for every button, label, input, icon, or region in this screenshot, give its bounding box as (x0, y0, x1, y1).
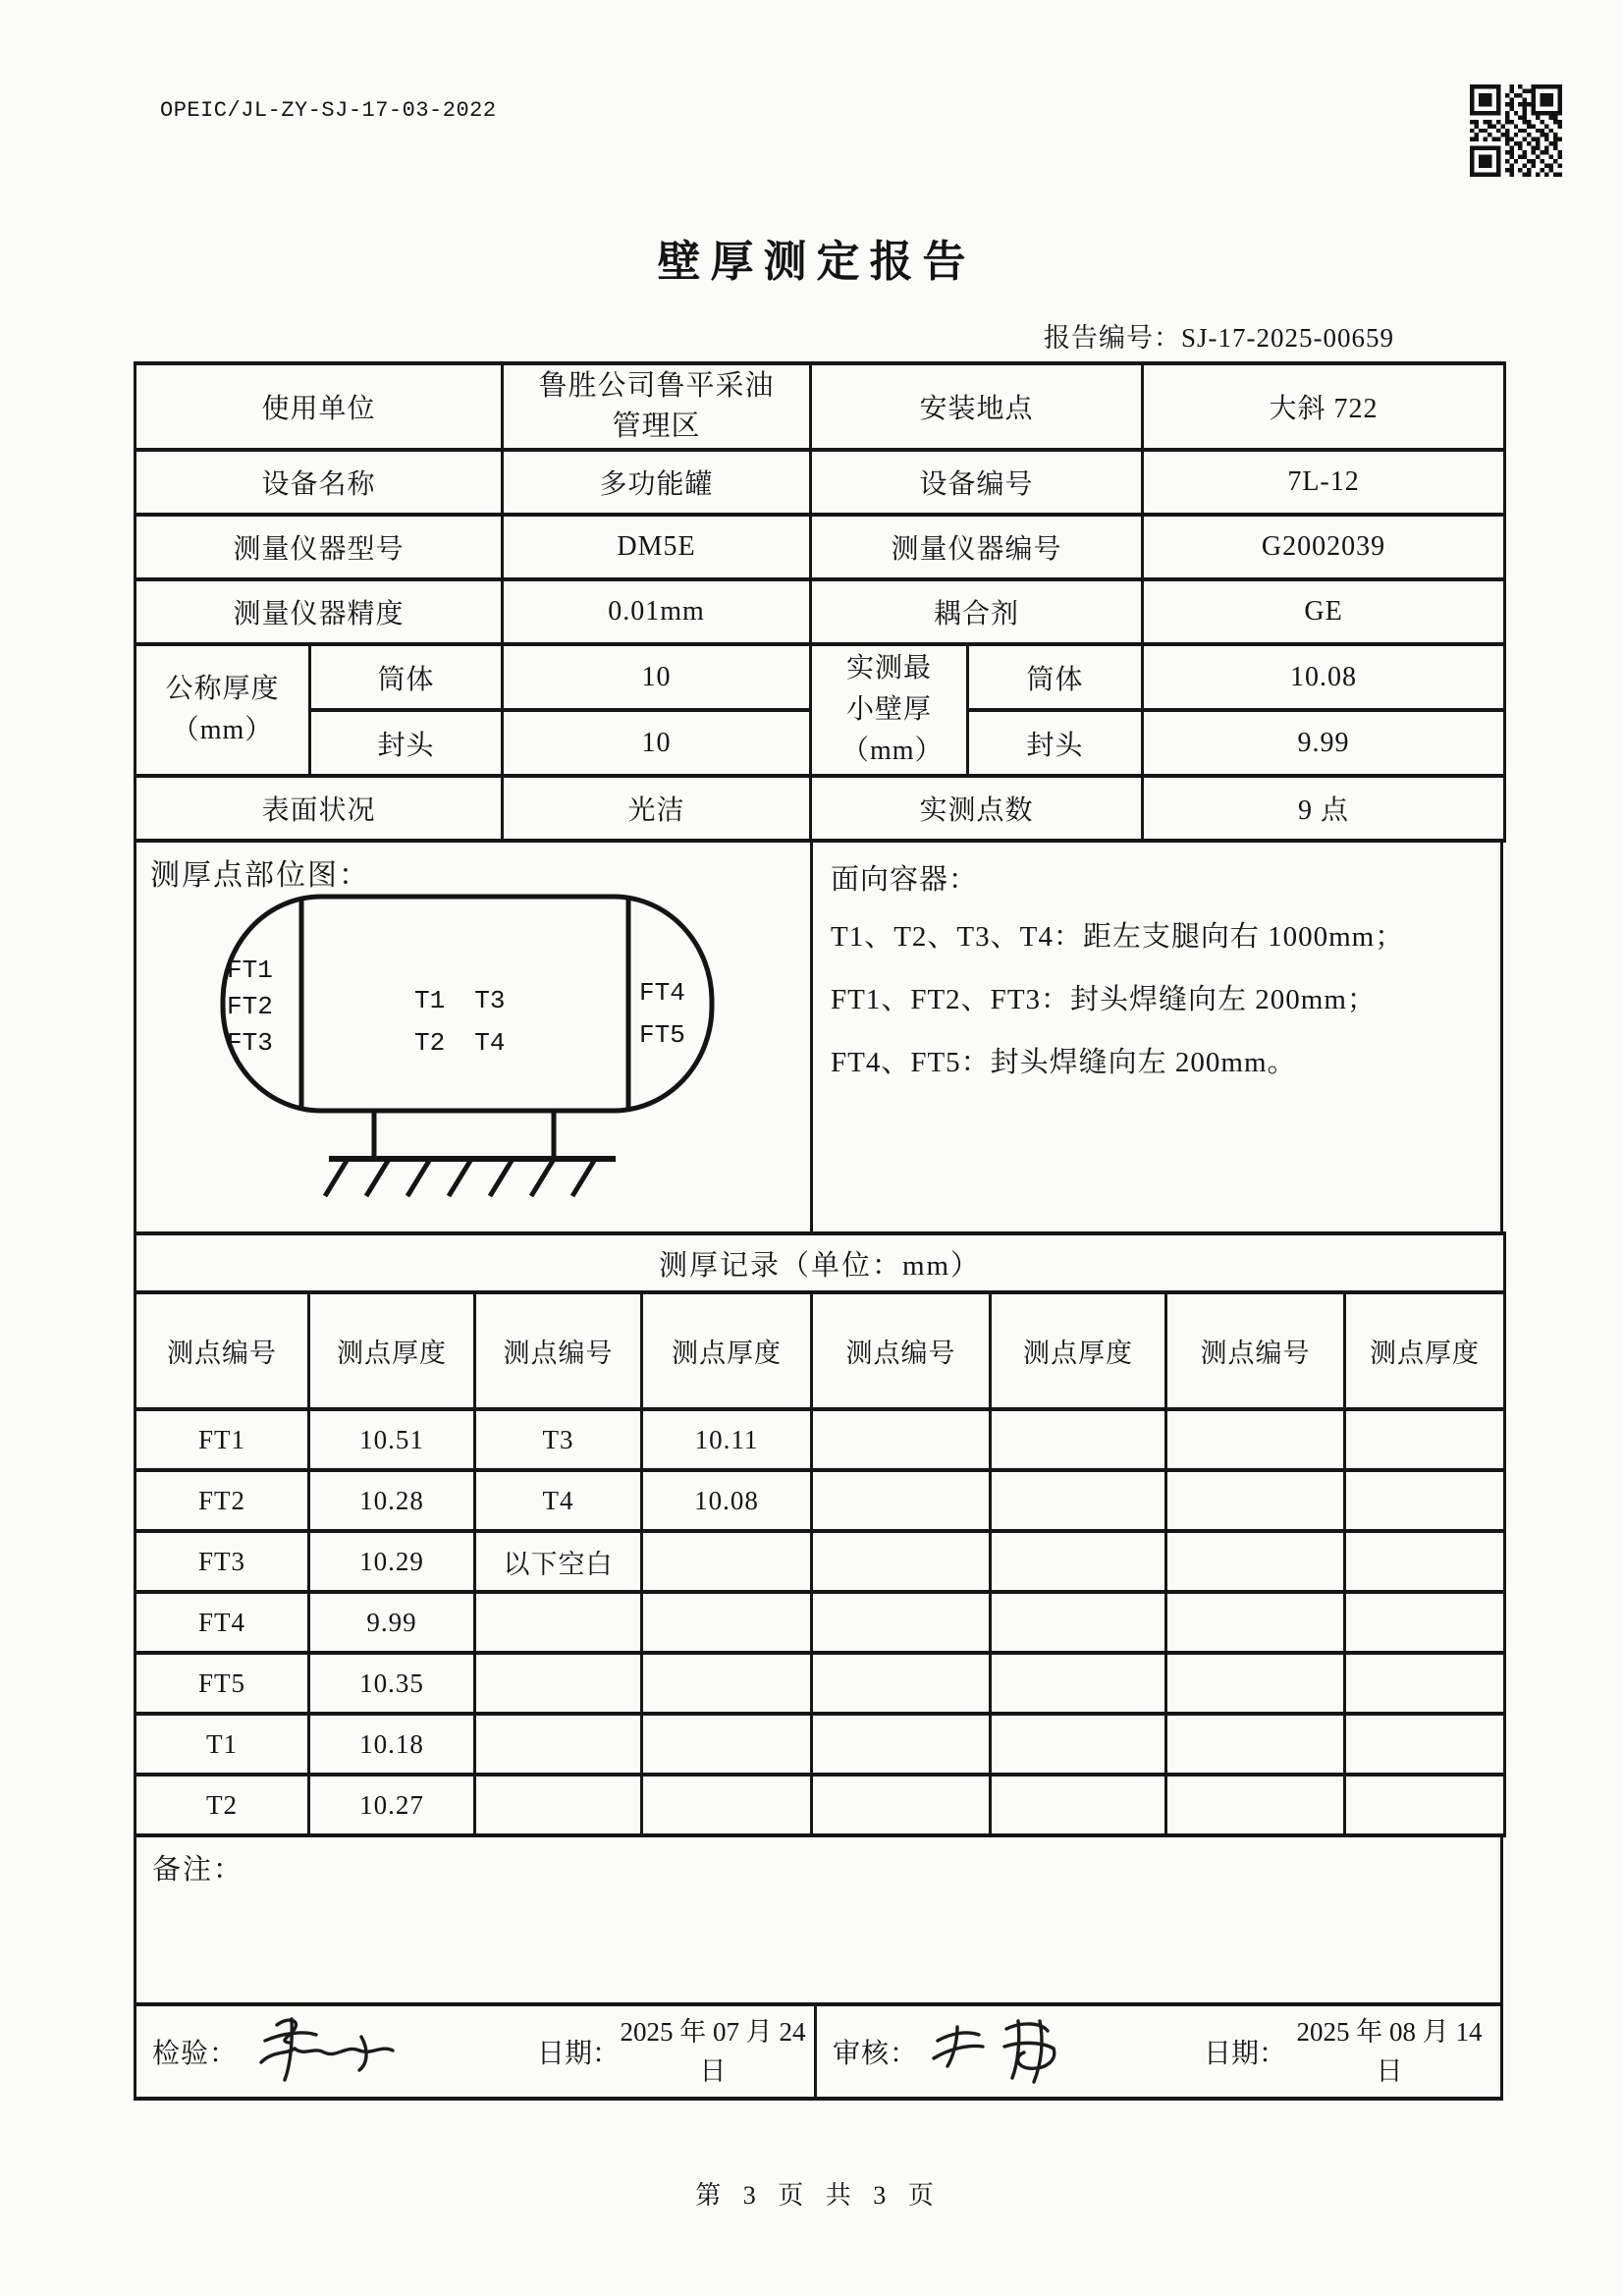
record-cell: FT3 (135, 1531, 309, 1592)
record-col-header: 测点厚度 (991, 1292, 1166, 1409)
record-cell: 9.99 (309, 1592, 475, 1653)
info-value: 7L-12 (1143, 450, 1505, 515)
info-value: G2002039 (1143, 515, 1505, 579)
record-cell (1345, 1531, 1505, 1592)
nominal-shell-value: 10 (503, 644, 811, 710)
record-cell (991, 1775, 1166, 1835)
record-cell (1345, 1409, 1505, 1470)
orientation-title: 面向容器： (831, 864, 979, 896)
record-title: 测厚记录（单位：mm） (135, 1233, 1505, 1292)
info-label: 测量仪器型号 (135, 515, 503, 579)
record-cell (1166, 1653, 1345, 1714)
orientation-line: FT4、FT5：封头焊缝向左 200mm。 (831, 1047, 1297, 1078)
point-label: T3 (474, 986, 506, 1015)
reviewer-signoff (814, 2002, 1503, 2101)
record-cell: FT5 (135, 1653, 309, 1714)
record-table (134, 1231, 1506, 1837)
record-cell (1166, 1775, 1345, 1835)
record-cell (991, 1409, 1166, 1470)
record-col-header: 测点编号 (1166, 1292, 1345, 1409)
point-label: FT1 (227, 956, 273, 985)
info-value: DM5E (503, 515, 811, 579)
measured-head-value: 9.99 (1143, 710, 1505, 776)
record-cell (1345, 1653, 1505, 1714)
record-cell: FT4 (135, 1592, 309, 1653)
point-label: T2 (414, 1028, 446, 1058)
record-cell (1345, 1714, 1505, 1775)
record-cell (991, 1653, 1166, 1714)
surface-value: 光洁 (503, 776, 811, 841)
info-table (134, 361, 1506, 843)
info-label: 耦合剂 (811, 579, 1143, 644)
record-cell: 10.51 (309, 1409, 475, 1470)
record-cell (642, 1714, 812, 1775)
nominal-thickness-label: 公称厚度（mm） (135, 644, 310, 776)
record-cell: 10.11 (642, 1409, 812, 1470)
record-cell (812, 1470, 991, 1531)
thickness-point-diagram-cell (134, 839, 813, 1235)
measured-min-label: 实测最小壁厚（mm） (811, 644, 968, 776)
info-value: 鲁胜公司鲁平采油管理区 (503, 363, 811, 450)
info-label: 测量仪器编号 (811, 515, 1143, 579)
info-label: 测量仪器精度 (135, 579, 503, 644)
report-number-label: 报告编号： (1044, 323, 1181, 353)
record-cell: 10.35 (309, 1653, 475, 1714)
part-label: 筒体 (968, 644, 1143, 710)
record-cell: 10.29 (309, 1531, 475, 1592)
record-cell (475, 1714, 642, 1775)
record-cell (1166, 1470, 1345, 1531)
record-cell: T2 (135, 1775, 309, 1835)
reviewer-label: 审核： (833, 2039, 919, 2069)
record-row (135, 1592, 1505, 1653)
info-label: 使用单位 (135, 363, 503, 450)
record-cell (812, 1653, 991, 1714)
points-value: 9 点 (1143, 776, 1505, 841)
record-cell (642, 1592, 812, 1653)
orientation-line: T1、T2、T3、T4：距左支腿向右 1000mm； (831, 921, 1405, 953)
record-row (135, 1775, 1505, 1835)
record-cell (642, 1653, 812, 1714)
record-cell: FT2 (135, 1470, 309, 1531)
point-label: T4 (474, 1028, 506, 1058)
record-cell (1166, 1592, 1345, 1653)
record-cell: T3 (475, 1409, 642, 1470)
record-cell (991, 1470, 1166, 1531)
record-cell (812, 1592, 991, 1653)
record-cell (991, 1592, 1166, 1653)
diagram-row (134, 839, 1503, 1235)
record-cell (812, 1775, 991, 1835)
report-number-value: SJ-17-2025-00659 (1181, 323, 1394, 353)
record-cell (642, 1775, 812, 1835)
record-col-header: 测点厚度 (1345, 1292, 1505, 1409)
record-cell (991, 1714, 1166, 1775)
record-row (135, 1409, 1505, 1470)
part-label: 封头 (968, 710, 1143, 776)
orientation-line: FT1、FT2、FT3：封头焊缝向左 200mm； (831, 984, 1377, 1015)
record-row (135, 1653, 1505, 1714)
nominal-head-value: 10 (503, 710, 811, 776)
info-label: 安装地点 (811, 363, 1143, 450)
point-label: FT2 (227, 992, 273, 1021)
inspector-signature (243, 2007, 410, 2090)
info-label: 设备名称 (135, 450, 503, 515)
review-date: 2025 年 08 月 14 日 (1296, 2016, 1483, 2086)
info-value: 0.01mm (503, 579, 811, 644)
part-label: 筒体 (310, 644, 503, 710)
measured-shell-value: 10.08 (1143, 644, 1505, 710)
report-number (1044, 316, 1394, 355)
inspection-date-label: 日期： (536, 2039, 620, 2069)
inspector-signoff (134, 2002, 817, 2101)
info-value: 多功能罐 (503, 450, 811, 515)
record-cell (812, 1531, 991, 1592)
record-cell (1166, 1714, 1345, 1775)
record-cell (991, 1531, 1166, 1592)
report-sheet (134, 361, 1503, 2101)
record-row (135, 1714, 1505, 1775)
record-cell (1166, 1531, 1345, 1592)
record-cell (1166, 1409, 1345, 1470)
points-label: 实测点数 (811, 776, 1143, 841)
record-cell: FT1 (135, 1409, 309, 1470)
record-cell: 10.18 (309, 1714, 475, 1775)
document-code: OPEIC/JL-ZY-SJ-17-03-2022 (160, 98, 497, 123)
qr-code (1470, 84, 1562, 177)
inspector-label: 检验： (152, 2039, 239, 2069)
info-label: 设备编号 (811, 450, 1143, 515)
record-cell (812, 1714, 991, 1775)
reviewer-signature (924, 2007, 1091, 2090)
remarks-section (134, 1833, 1503, 2006)
signoff-row (134, 2002, 1503, 2101)
record-col-header: 测点编号 (812, 1292, 991, 1409)
record-row (135, 1531, 1505, 1592)
point-label: FT4 (639, 978, 685, 1008)
record-col-header: 测点厚度 (642, 1292, 812, 1409)
record-cell (475, 1653, 642, 1714)
review-date-label: 日期： (1203, 2039, 1286, 2069)
record-col-header: 测点编号 (475, 1292, 642, 1409)
record-cell: T1 (135, 1714, 309, 1775)
record-col-header: 测点厚度 (309, 1292, 475, 1409)
surface-label: 表面状况 (135, 776, 503, 841)
point-label: FT3 (227, 1028, 273, 1058)
inspection-date: 2025 年 07 月 24 日 (620, 2016, 806, 2086)
page-title: 壁厚测定报告 (657, 238, 976, 286)
record-row (135, 1470, 1505, 1531)
left-head-point-labels (227, 953, 273, 1062)
record-cell (1345, 1470, 1505, 1531)
shell-point-labels (414, 980, 505, 1065)
point-label: FT5 (639, 1020, 685, 1050)
part-label: 封头 (310, 710, 503, 776)
record-cell: 以下空白 (475, 1531, 642, 1592)
info-value: GE (1143, 579, 1505, 644)
record-cell: 10.27 (309, 1775, 475, 1835)
right-head-point-labels (639, 972, 685, 1057)
record-cell: 10.28 (309, 1470, 475, 1531)
record-cell (475, 1775, 642, 1835)
record-cell (642, 1531, 812, 1592)
record-cell (475, 1592, 642, 1653)
page-footer: 第 3 页 共 3 页 (695, 2181, 938, 2210)
record-cell (812, 1409, 991, 1470)
record-col-header: 测点编号 (135, 1292, 309, 1409)
info-value: 大斜 722 (1143, 363, 1505, 450)
diagram-caption: 测厚点部位图： (150, 859, 370, 892)
remarks-label: 备注： (152, 1854, 244, 1886)
record-cell (1345, 1592, 1505, 1653)
record-cell: T4 (475, 1470, 642, 1531)
orientation-note-cell (810, 839, 1503, 1235)
record-cell (1345, 1775, 1505, 1835)
record-cell: 10.08 (642, 1470, 812, 1531)
point-label: T1 (414, 986, 446, 1015)
